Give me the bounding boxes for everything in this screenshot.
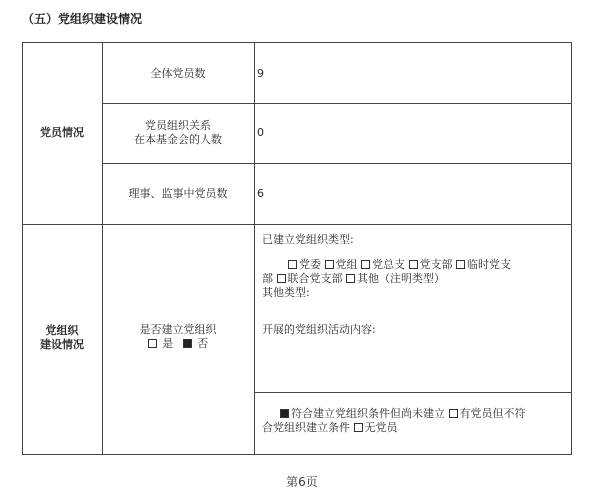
qualified-not-established-checkbox[interactable] xyxy=(280,409,289,418)
total-members-label: 全体党员数 xyxy=(150,67,206,80)
org-relation-value: 0 xyxy=(257,126,264,139)
not-established-line2: 合党组织建立条件 无党员 xyxy=(262,421,398,434)
yes-label: 是 xyxy=(162,337,174,350)
party-members-group-label: 党员情况 xyxy=(40,126,84,139)
total-members-value: 9 xyxy=(257,67,264,80)
no-checkbox[interactable] xyxy=(183,339,192,348)
type-checkbox-temp-branch[interactable] xyxy=(456,260,465,269)
type-checkbox-other[interactable] xyxy=(346,274,355,283)
yes-checkbox[interactable] xyxy=(148,339,157,348)
type-checkbox-committee[interactable] xyxy=(288,260,297,269)
board-members-value: 6 xyxy=(257,187,264,200)
page-number: 第6页 xyxy=(286,475,318,489)
has-members-not-qualified-checkbox[interactable] xyxy=(449,409,458,418)
type-checkbox-joint-branch[interactable] xyxy=(277,274,286,283)
section-title: （五）党组织建设情况 xyxy=(22,12,143,26)
party-building-table xyxy=(22,42,572,455)
not-established-line1: 符合建立党组织条件但尚未建立 有党员但不符 xyxy=(280,407,570,421)
org-type-options-line1: 党委 党组 党总支 党支部 临时党支 xyxy=(288,258,568,272)
activities-label: 开展的党组织活动内容: xyxy=(262,323,376,336)
no-label: 否 xyxy=(197,337,209,350)
board-members-label: 理事、监事中党员数 xyxy=(128,187,228,200)
type-checkbox-party-group[interactable] xyxy=(325,260,334,269)
established-question: 是否建立党组织 是 否 xyxy=(139,323,217,350)
party-org-group-label: 党组织 建设情况 xyxy=(40,324,84,351)
other-type-label: 其他类型: xyxy=(262,286,310,299)
org-type-options-line2: 部 联合党支部 其他（注明类型） xyxy=(262,272,445,285)
org-type-heading: 已建立党组织类型: xyxy=(262,233,354,246)
type-checkbox-general-branch[interactable] xyxy=(361,260,370,269)
type-checkbox-branch[interactable] xyxy=(409,260,418,269)
org-relation-label: 党员组织关系 在本基金会的人数 xyxy=(134,119,222,146)
no-members-checkbox[interactable] xyxy=(354,423,363,432)
